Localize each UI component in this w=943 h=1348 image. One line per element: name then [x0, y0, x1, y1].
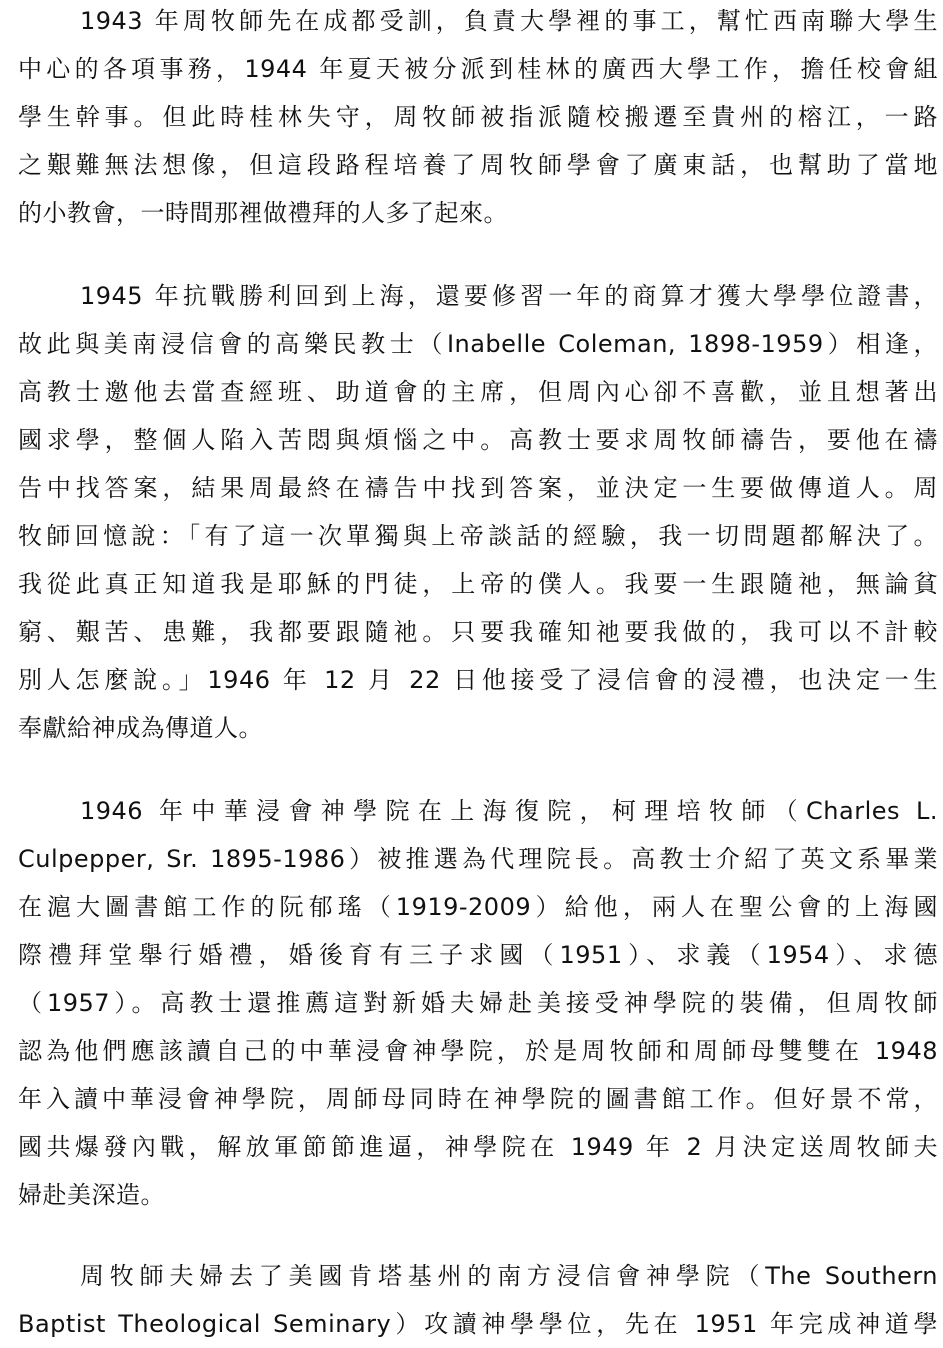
text-line: 國求學，整個人陷入苦悶與煩惱之中。高教士要求周牧師禱告，要他在禱: [18, 426, 938, 454]
text-line: 故此與美南浸信會的高樂民教士（Inabelle Coleman, 1898-1959）相逢，: [18, 330, 938, 358]
text-line: 告中找答案，結果周最終在禱告中找到答案，並決定一生要做傳道人。周: [18, 474, 938, 502]
text-line: 奉獻給神成為傳道人。: [18, 714, 263, 742]
paragraph: [18, 787, 938, 1219]
text-line: 年入讀中華浸會神學院，周師母同時在神學院的圖書館工作。但好景不常，: [18, 1085, 938, 1113]
text-line: 在滬大圖書館工作的阮郁瑤（1919-2009）給他，兩人在聖公會的上海國: [18, 893, 938, 921]
text-line: 我從此真正知道我是耶穌的門徒，上帝的僕人。我要一生跟隨祂，無論貧: [18, 570, 938, 598]
text-line: 1945 年抗戰勝利回到上海，還要修習一年的商算才獲大學學位證書，: [80, 282, 938, 310]
text-line: （1957）。高教士還推薦這對新婚夫婦赴美接受神學院的裝備，但周牧師: [18, 989, 938, 1017]
paragraph: [18, 0, 938, 237]
text-line: 牧師回憶說：「有了這一次單獨與上帝談話的經驗，我一切問題都解決了。: [18, 522, 938, 550]
text-line: 之艱難無法想像，但這段路程培養了周牧師學會了廣東話，也幫助了當地: [18, 151, 938, 179]
text-line: 別人怎麼說。」1946 年 12 月 22 日他接受了浸信會的浸禮，也決定一生: [18, 666, 938, 694]
text-line: 1943 年周牧師先在成都受訓，負責大學裡的事工，幫忙西南聯大學生: [80, 7, 938, 35]
paragraph: [18, 272, 938, 752]
text-line: 認為他們應該讀自己的中華浸會神學院，於是周牧師和周師母雙雙在 1948: [18, 1037, 938, 1065]
text-line: 高教士邀他去當查經班、助道會的主席，但周內心卻不喜歡，並且想著出: [18, 378, 938, 406]
text-line: 婦赴美深造。: [18, 1181, 165, 1209]
text-line: 際禮拜堂舉行婚禮，婚後育有三子求國（1951）、求義（1954）、求德: [18, 941, 938, 969]
text-line: 1946 年中華浸會神學院在上海復院，柯理培牧師（Charles L.: [80, 797, 938, 825]
text-line: 國共爆發內戰，解放軍節節進逼，神學院在 1949 年 2 月決定送周牧師夫: [18, 1133, 938, 1161]
text-line: Baptist Theological Seminary）攻讀神學學位，先在 1951 年完成神道學: [18, 1310, 938, 1338]
text-line: Culpepper, Sr. 1895-1986）被推選為代理院長。高教士介紹了英文系畢業: [18, 845, 938, 873]
text-line: 窮、艱苦、患難，我都要跟隨祂。只要我確知祂要我做的，我可以不計較: [18, 618, 938, 646]
text-line: 學生幹事。但此時桂林失守，周牧師被指派隨校搬遷至貴州的榕江，一路: [18, 103, 938, 131]
text-line: 周牧師夫婦去了美國肯塔基州的南方浸信會神學院（The Southern: [80, 1262, 938, 1290]
text-line: 中心的各項事務，1944 年夏天被分派到桂林的廣西大學工作，擔任校會組: [18, 55, 938, 83]
paragraph: [18, 1252, 938, 1348]
text-line: 的小教會，一時間那裡做禮拜的人多了起來。: [18, 199, 508, 227]
